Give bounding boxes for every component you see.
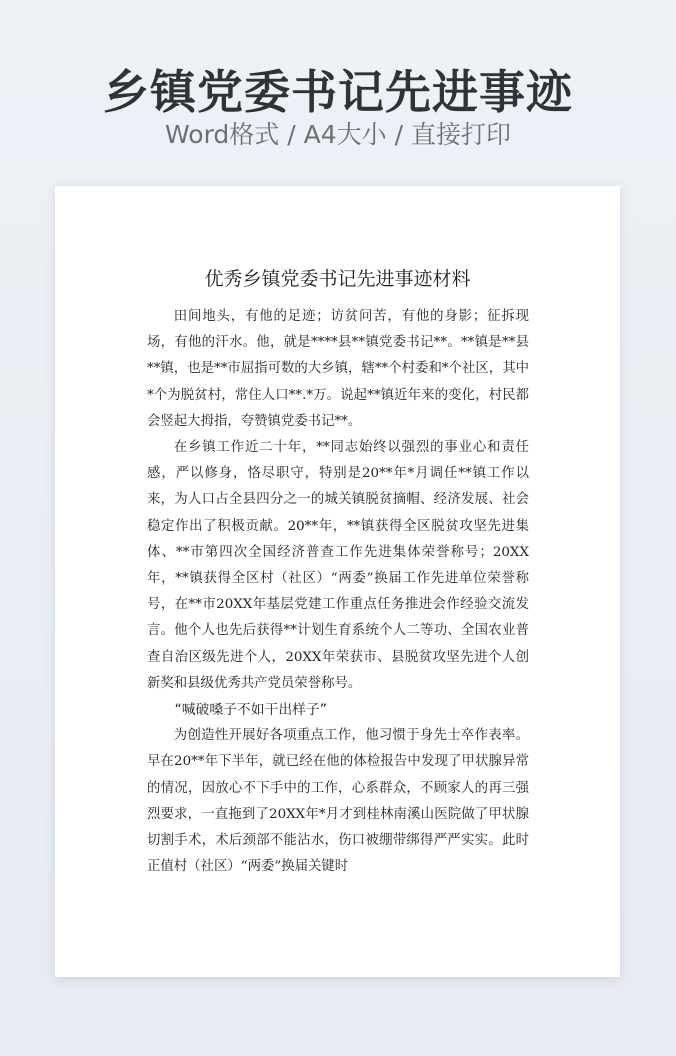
banner-subtitle: Word格式 / A4大小 / 直接打印: [165, 120, 511, 149]
paragraph-achievements: 在乡镇工作近二十年，**同志始终以强烈的事业心和责任感，严以修身，恪尽职守，特别是20**年*月调任**镇工作以来，为人口占全县四分之一的城关镇脱贫摘帽、经济发展、社会稳定作出了积极贡献。20**年，**镇获得全区脱贫攻坚先进集体、**市第四次全国经济普查工作先进集体荣誉称号；20XX年，**镇获得全区村（社区）“两委”换届工作先进单位荣誉称号，在**市20XX年基层党建工作重点任务推进会作经验交流发言。他个人也先后获得**计划生育系统个人二等功、全国农业普查自治区级先进个人，20XX年荣获市、县脱贫攻坚先进个人创新奖和县级优秀共产党员荣誉称号。: [147, 440, 529, 691]
banner: [0, 0, 676, 185]
paragraph-section-1: 为创造性开展好各项重点工作，他习惯于身先士卒作表率。早在20**年下半年，就已经在他的体检报告中发现了甲状腺异常的情况，因放心不下手中的工作，心系群众，不顾家人的再三强烈要求，一直拖到了20XX年*月才到桂林南溪山医院做了甲状腺切割手术，术后颈部不能沾水，伤口被绷带绑得严严实实。此时正值村（社区）“两委”换届关键时: [147, 728, 529, 875]
paragraph-intro: 田间地头，有他的足迹；访贫问苦，有他的身影；征拆现场，有他的汗水。他，就是****县**镇党委书记**。**镇是**县**镇，也是**市屈指可数的大乡镇，辖**个村委和*个社区，其中*个为脱贫村，常住人口**.*万。说起**镇近年来的变化，村民都会竖起大拇指，夸赞镇党委书记**。: [147, 309, 529, 429]
document-heading: 优秀乡镇党委书记先进事迹材料: [204, 268, 471, 290]
document-page: [55, 186, 620, 977]
banner-title: 乡镇党委书记先进事迹: [103, 65, 573, 119]
document-body: [147, 304, 529, 880]
section-heading: “喊破嗓子不如干出样子”: [174, 702, 327, 719]
